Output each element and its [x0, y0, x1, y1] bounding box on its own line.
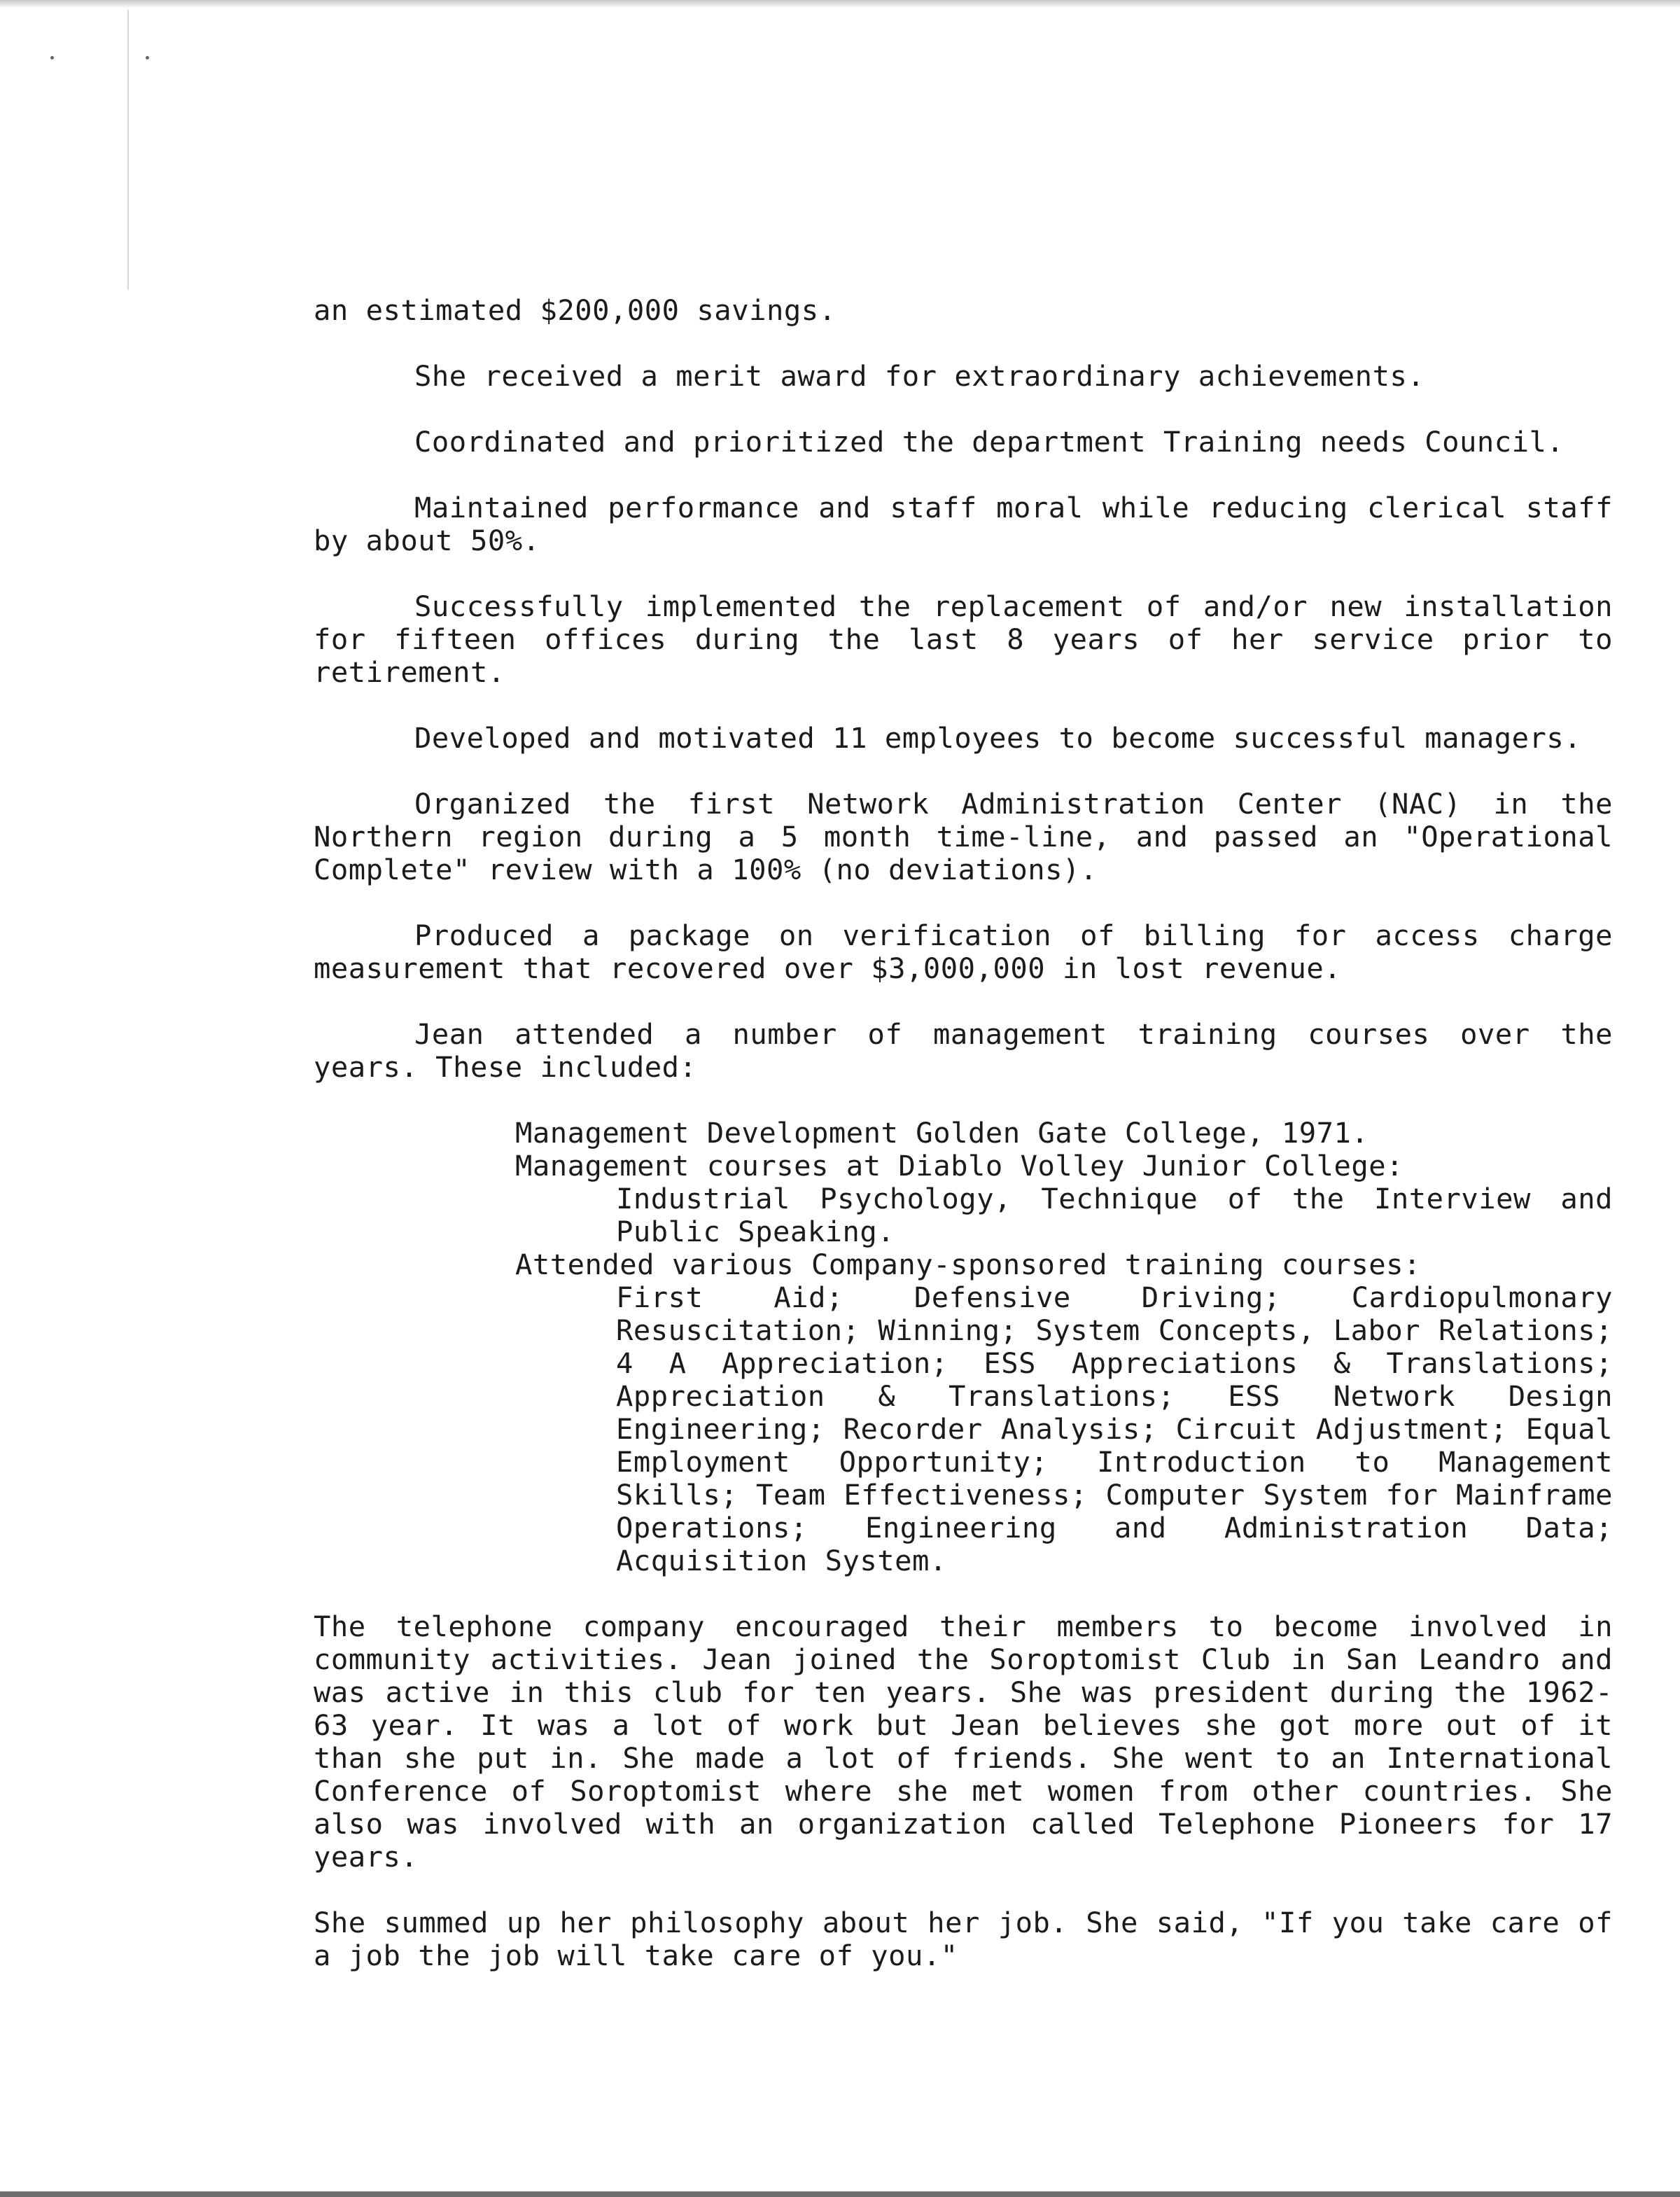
document-body [314, 294, 1613, 1972]
course-item-diablo-valley: Management courses at Diablo Volley Junior College: [515, 1149, 1404, 1183]
scan-speck [146, 56, 149, 60]
scan-bottom-edge [0, 2191, 1680, 2197]
paragraph-merit-award: She received a merit award for extraordinary achievements. [414, 359, 1425, 393]
scan-top-edge [0, 0, 1680, 8]
paragraph-community: The telephone company encouraged their members to become involved in community activities. Jean joined the Soroptomist Club in San Leandro and was active in this club for ten years. She was president during the 1962-63 year. It was a lot of work but Jean believes she got more out of it than she put in. She made a lot of friends. She went to an International Conference of Soroptomist where she met women from other countries. She also was involved with an organization called Telephone Pioneers for 17 years. [314, 1610, 1613, 1874]
course-item-golden-gate: Management Development Golden Gate College, 1971. [515, 1116, 1369, 1150]
paragraph-nac: Organized the first Network Administration Center (NAC) in the Northern region during a 5 month time-line, and passed an "Operational Complete" review with a 100% (no deviations). [314, 787, 1613, 886]
paragraph-training-intro: Jean attended a number of management training courses over the years. These included: [314, 1017, 1613, 1084]
paragraph-employees: Developed and motivated 11 employees to become successful managers. [414, 721, 1582, 755]
paragraph-staff-moral: Maintained performance and staff moral while reducing clerical staff by about 50%. [314, 491, 1613, 557]
course-detail-diablo-valley: Industrial Psychology, Technique of the Interview and Public Speaking. [616, 1182, 1613, 1248]
scan-margin-line [127, 10, 129, 290]
scan-speck [50, 56, 54, 60]
paragraph-training-council: Coordinated and prioritized the department Training needs Council. [414, 425, 1564, 459]
course-item-company-sponsored: Attended various Company-sponsored training courses: [515, 1248, 1421, 1281]
courses-list [314, 1117, 1613, 1577]
paragraph-installations: Successfully implemented the replacement of and/or new installation for fifteen offices during the last 8 years of her service prior to retirement. [314, 590, 1613, 689]
paragraph-savings: an estimated $200,000 savings. [314, 293, 836, 327]
paragraph-billing: Produced a package on verification of billing for access charge measurement that recovered over $3,000,000 in lost revenue. [314, 919, 1613, 985]
paragraph-philosophy: She summed up her philosophy about her job. She said, "If you take care of a job the job will take care of you." [314, 1906, 1613, 1972]
course-detail-company-sponsored: First Aid; Defensive Driving; Cardiopulmonary Resuscitation; Winning; System Concepts, Labor Relations; 4 A Appreciation; ESS Appreciations & Translations; Appreciation & Translations; ESS Network Design Engineering; Recorder Analysis; Circuit Adjustment; Equal Employment Opportunity; Introduction to Management Skills; Team Effectiveness; Computer System for Mainframe Operations; Engineering and Administration Data; Acquisition System. [616, 1281, 1613, 1577]
